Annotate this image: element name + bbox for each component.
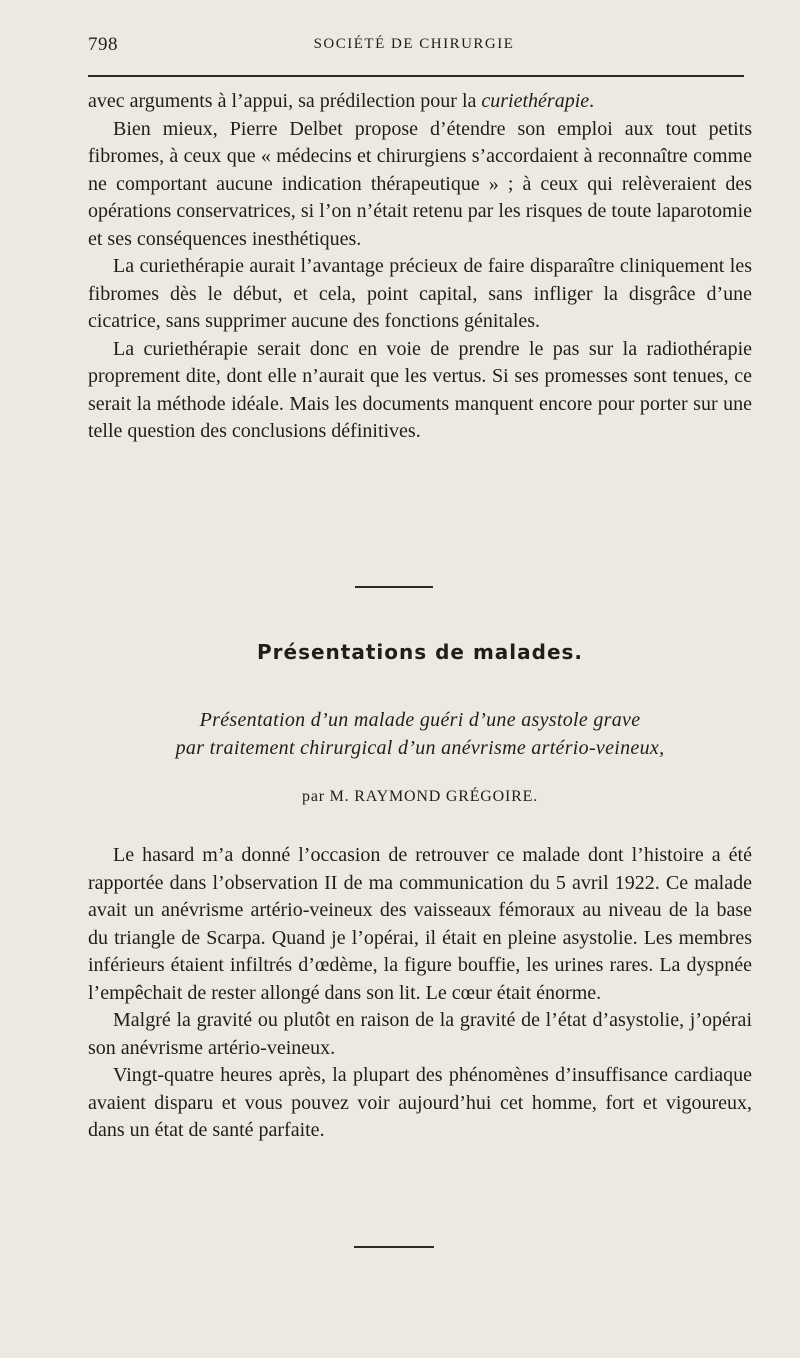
article-paragraph-3: Vingt-quatre heures après, la plupart des phénomènes d’insuffisance cardiaque avaient disparu et vous pouvez voir aujourd’hui cet homme, fort et vigoureux, dans un état de santé parfaite. xyxy=(88,1064,752,1141)
intro-text-block xyxy=(88,88,752,446)
intro-paragraph-1-text: avec arguments à l’appui, sa prédilection pour la xyxy=(88,90,482,112)
article-paragraph-2: Malgré la gravité ou plutôt en raison de la gravité de l’état d’asystolie, j’opérai son anévrisme artério-veineux. xyxy=(88,1009,752,1059)
intro-paragraph-3: La curiethérapie aurait l’avantage précieux de faire disparaître cliniquement les fibromes dès le début, et cela, point capital, sans infliger la disgrâce d’une cicatrice, sans supprimer aucune des fonctions génitales. xyxy=(88,255,752,332)
page-number: 798 xyxy=(88,34,118,55)
article-byline: par M. RAYMOND GRÉGOIRE. xyxy=(302,788,538,805)
article-title xyxy=(88,706,752,762)
intro-paragraph-2: Bien mieux, Pierre Delbet propose d’étendre son emploi aux tout petits fibromes, à ceux que « médecins et chirurgiens s’accordaient à reconnaître comme ne comportant aucune indication thérapeutique » ; à ceux qui relèveraient des opérations conservatrices, si l’on n’était retenu par les risques de toute laparotomie et ses conséquences inesthétiques. xyxy=(88,117,752,250)
article-paragraph-1: Le hasard m’a donné l’occasion de retrouver ce malade dont l’histoire a été rapportée dans l’observation II de ma communication du 5 avril 1922. Ce malade avait un anévrisme artério-veineux des vaisseaux fémoraux au niveau de la base du triangle de Scarpa. Quand je l’opérai, il était en pleine asystolie. Les membres inférieurs étaient infiltrés d’œdème, la figure bouffie, les urines rares. La dyspnée l’empêchait de rester allongé dans son lit. Le cœur était énorme. xyxy=(88,844,752,1004)
article-text-block xyxy=(88,842,752,1145)
journal-title: SOCIÉTÉ DE CHIRURGIE xyxy=(313,36,515,52)
end-divider xyxy=(354,1246,434,1248)
intro-paragraph-1-italic: curiethérapie xyxy=(481,90,590,112)
running-head xyxy=(88,34,740,60)
intro-paragraph-1-end: . xyxy=(589,90,595,112)
section-heading: Présentations de malades. xyxy=(256,640,584,664)
intro-paragraph-1 xyxy=(88,88,752,116)
section-divider xyxy=(355,586,433,588)
article-title-line-1: Présentation d’un malade guéri d’une asystole grave xyxy=(199,709,641,731)
article-title-line-2: par traitement chirurgical d’un anévrisme artério-veineux, xyxy=(175,737,665,759)
header-rule xyxy=(88,75,744,77)
intro-paragraph-4: La curiethérapie serait donc en voie de prendre le pas sur la radiothérapie proprement dite, dont elle n’aurait que les vertus. Si ses promesses sont tenues, ce serait la méthode idéale. Mais les documents manquent encore pour porter sur une telle question des conclusions définitives. xyxy=(88,337,752,442)
